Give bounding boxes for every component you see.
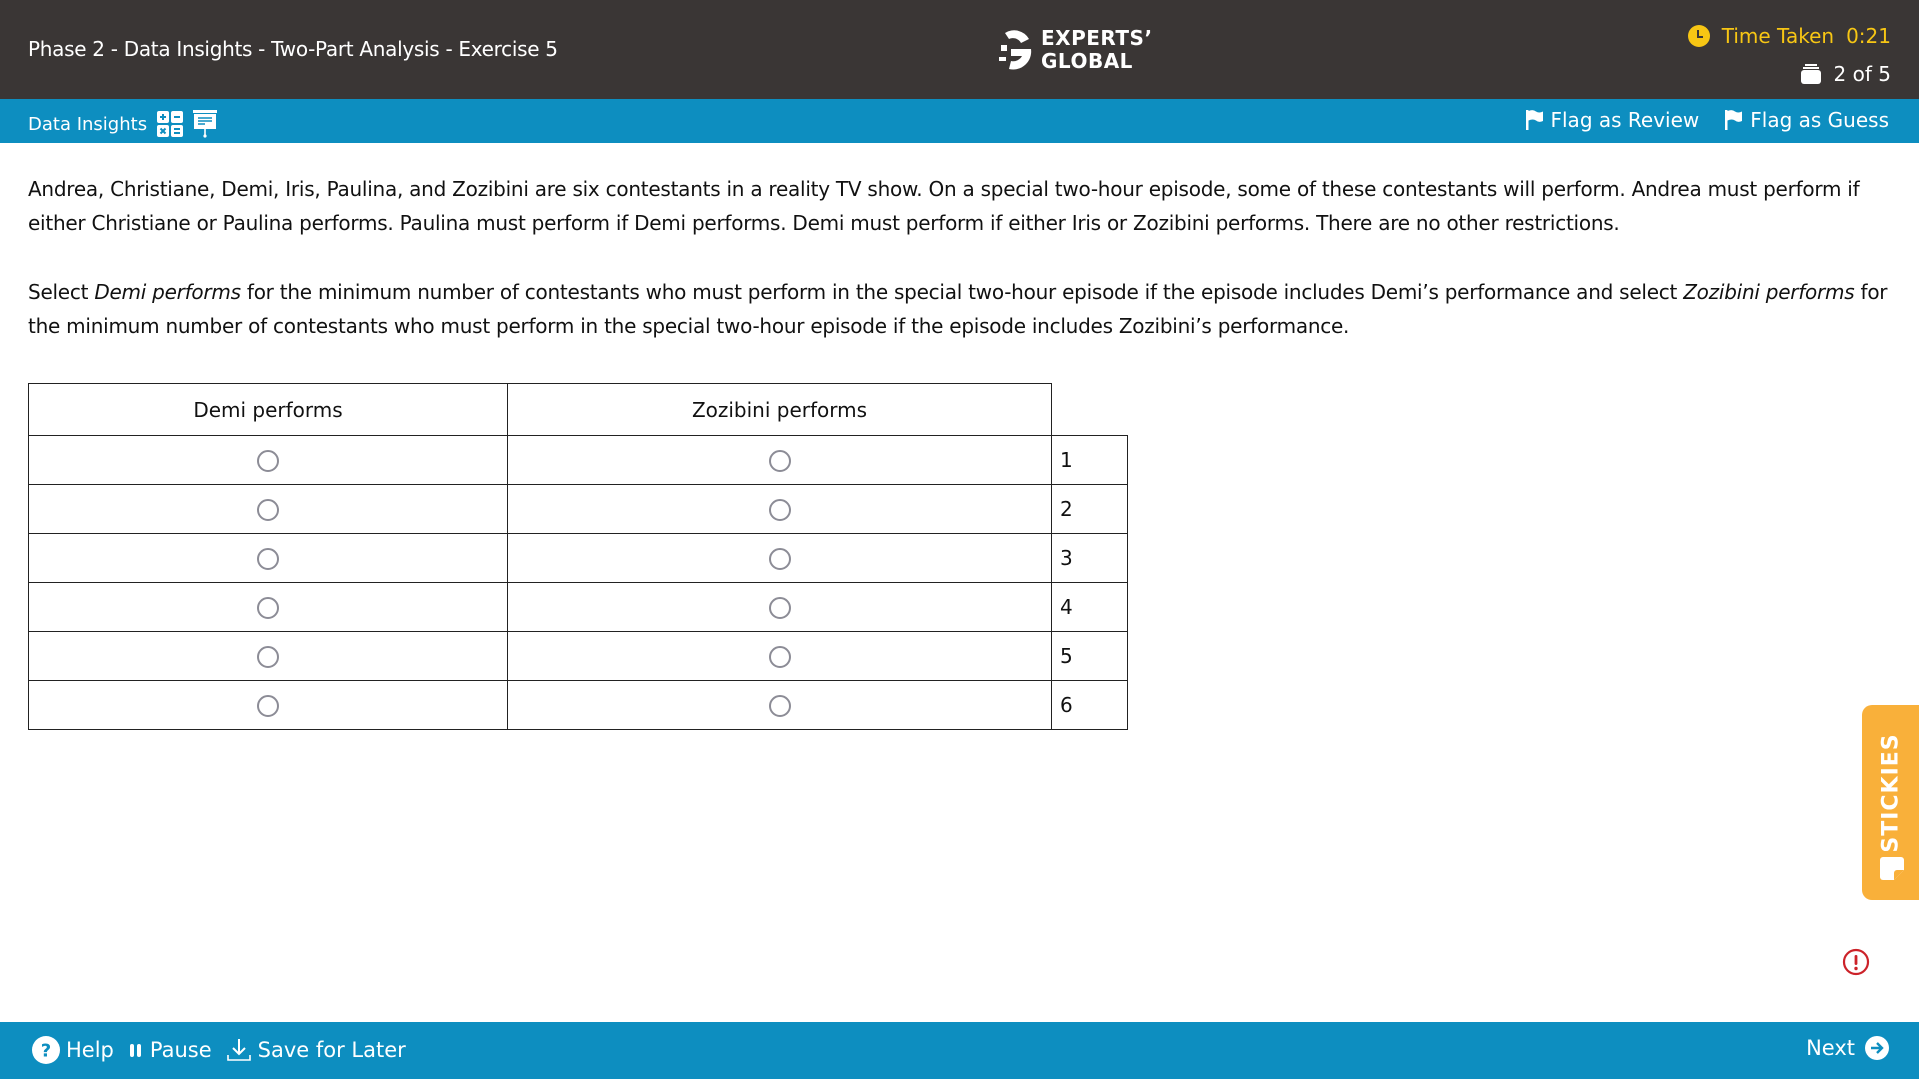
- zozibini-option-cell: [508, 681, 1052, 730]
- demi-option-cell: [29, 534, 508, 583]
- pause-button[interactable]: [128, 1038, 212, 1062]
- zozibini-radio-6[interactable]: [769, 695, 791, 717]
- report-issue-icon[interactable]: [1842, 948, 1870, 976]
- option-value: 5: [1052, 632, 1128, 681]
- footer-left-controls: [32, 1036, 410, 1064]
- two-part-answer-table: [28, 383, 1128, 730]
- stickies-label: STICKIES: [1878, 733, 1903, 853]
- zozibini-radio-1[interactable]: [769, 450, 791, 472]
- table-row: [29, 485, 1128, 534]
- question-counter-text: 2 of 5: [1833, 62, 1891, 86]
- zozibini-option-cell: [508, 632, 1052, 681]
- time-taken-label: Time Taken: [1721, 24, 1835, 48]
- clock-icon: [1688, 25, 1710, 47]
- flag-review-label: Flag as Review: [1550, 108, 1700, 132]
- demi-radio-2[interactable]: [257, 499, 279, 521]
- demi-radio-6[interactable]: [257, 695, 279, 717]
- svg-text:?: ?: [40, 1040, 52, 1062]
- flag-guess-button[interactable]: [1725, 108, 1889, 132]
- option-value: 1: [1052, 436, 1128, 485]
- instruction-text: Select: [28, 280, 95, 304]
- pause-label: Pause: [149, 1038, 212, 1062]
- help-label: Help: [66, 1038, 114, 1062]
- table-row: [29, 583, 1128, 632]
- time-taken: [1688, 24, 1891, 48]
- section-label: Data Insights: [28, 113, 148, 135]
- option-value: 4: [1052, 583, 1128, 632]
- demi-radio-5[interactable]: [257, 646, 279, 668]
- logo-mark-icon: [995, 27, 1033, 73]
- instruction-emphasis-demi: Demi performs: [94, 280, 241, 304]
- zozibini-radio-4[interactable]: [769, 597, 791, 619]
- experts-global-logo: [995, 27, 1153, 73]
- time-taken-value: 0:21: [1846, 24, 1891, 48]
- table-row: [29, 436, 1128, 485]
- option-value: 6: [1052, 681, 1128, 730]
- top-bar: [0, 0, 1919, 99]
- zozibini-radio-5[interactable]: [769, 646, 791, 668]
- question-stem: [28, 172, 1890, 378]
- zozibini-option-cell: [508, 583, 1052, 632]
- demi-radio-1[interactable]: [257, 450, 279, 472]
- zozibini-option-cell: [508, 485, 1052, 534]
- download-icon: [226, 1037, 252, 1063]
- next-button[interactable]: [1806, 1036, 1889, 1060]
- logo-text-experts: EXPERTS’: [1041, 26, 1153, 50]
- stickies-tab[interactable]: [1862, 705, 1919, 900]
- zozibini-option-cell: [508, 534, 1052, 583]
- sticky-note-icon: [1879, 855, 1905, 881]
- help-icon: [32, 1036, 60, 1064]
- demi-radio-4[interactable]: [257, 597, 279, 619]
- question-counter: [1800, 62, 1891, 86]
- table-row: [29, 632, 1128, 681]
- table-row: [29, 534, 1128, 583]
- column-header-blank: [1052, 384, 1128, 436]
- question-paragraph-2: [28, 275, 1890, 343]
- arrow-right-circle-icon: [1865, 1036, 1889, 1060]
- flag-review-button[interactable]: [1526, 108, 1700, 132]
- page-title: Phase 2 - Data Insights - Two-Part Analysis - Exercise 5: [28, 37, 558, 61]
- flag-icon: [1526, 110, 1544, 130]
- section-bar: [0, 99, 1919, 143]
- stack-icon: [1800, 63, 1822, 85]
- logo-text-global: GLOBAL: [1041, 49, 1133, 73]
- calculator-icon[interactable]: [157, 111, 183, 137]
- option-value: 2: [1052, 485, 1128, 534]
- column-header-zozibini: Zozibini performs: [508, 384, 1052, 436]
- zozibini-radio-3[interactable]: [769, 548, 791, 570]
- option-value: 3: [1052, 534, 1128, 583]
- zozibini-option-cell: [508, 436, 1052, 485]
- column-header-demi: Demi performs: [29, 384, 508, 436]
- table-row: [29, 681, 1128, 730]
- demi-option-cell: [29, 681, 508, 730]
- instruction-emphasis-zozibini: Zozibini performs: [1683, 280, 1855, 304]
- pause-icon: [128, 1041, 144, 1059]
- save-for-later-button[interactable]: [226, 1037, 406, 1063]
- flag-icon: [1725, 110, 1743, 130]
- demi-radio-3[interactable]: [257, 548, 279, 570]
- flag-guess-label: Flag as Guess: [1750, 108, 1889, 132]
- save-for-later-label: Save for Later: [257, 1038, 406, 1062]
- next-label: Next: [1806, 1036, 1855, 1060]
- demi-option-cell: [29, 485, 508, 534]
- demi-option-cell: [29, 632, 508, 681]
- bottom-bar: [0, 1022, 1919, 1079]
- flag-controls: [1526, 108, 1890, 132]
- demi-option-cell: [29, 436, 508, 485]
- help-button[interactable]: [32, 1036, 114, 1064]
- instruction-text: for the minimum number of contestants who must perform in the special two-hour episode if the episode includes Zozibini’s performance.: [28, 280, 1888, 338]
- section-label-group: [28, 110, 217, 138]
- zozibini-radio-2[interactable]: [769, 499, 791, 521]
- demi-option-cell: [29, 583, 508, 632]
- table-header-row: [29, 384, 1128, 436]
- question-paragraph-1: Andrea, Christiane, Demi, Iris, Paulina, and Zozibini are six contestants in a reality TV show. On a special two-hour episode, some of these contestants will perform. Andrea must perform if either Christiane or Paulina performs. Paulina must perform if Demi performs. Demi must perform if either Iris or Zozibini performs. There are no other restrictions.: [28, 177, 1860, 235]
- instruction-text: for the minimum number of contestants who must perform in the special two-hour episode if the episode includes Demi’s performance and select: [240, 280, 1684, 304]
- whiteboard-icon[interactable]: [193, 110, 217, 138]
